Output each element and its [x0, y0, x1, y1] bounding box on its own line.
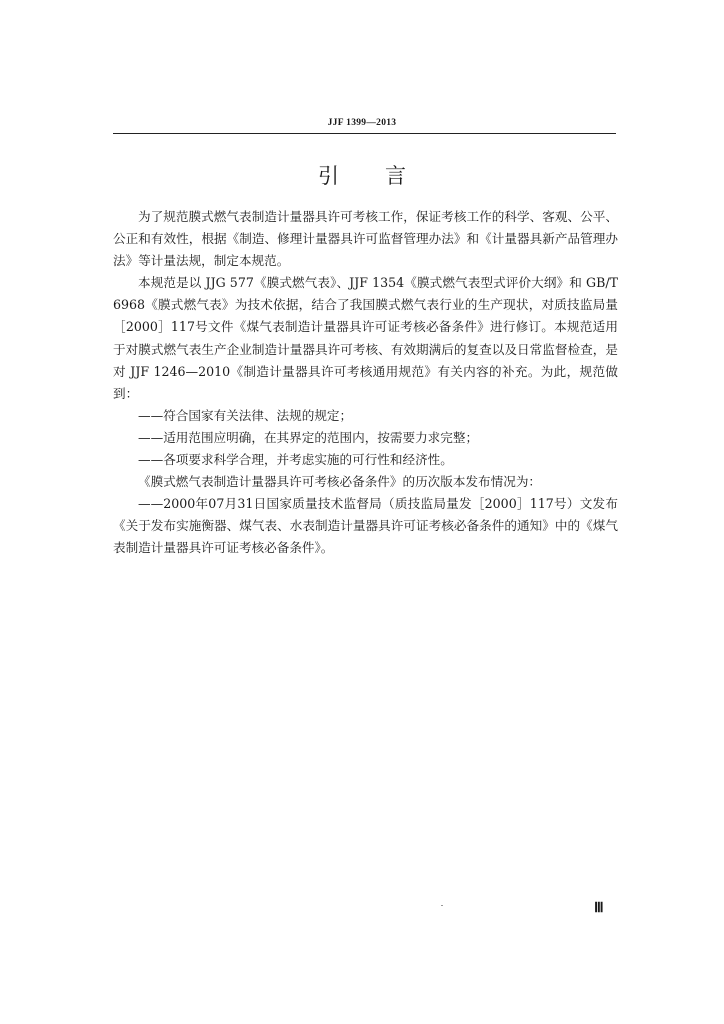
paragraph-basis: 本规范是以 JJG 577《膜式燃气表》、JJF 1354《膜式燃气表型式评价大纲》和 GB/T 6968《膜式燃气表》为技术依据，结合了我国膜式燃气表行业的生产现状，对质技监局量［2000］117号文件《煤气表制造计量器具许可证考核必备条件》进行修订。本规范适用于对膜式燃气表生产企业制造计量器具许可考核、有效期满后的复查以及日常监督检查，是对 JJF 1246—2010《制造计量器具许可考核通用规范》有关内容的补充。为此，规范做到：: [113, 275, 618, 401]
list-item-scope: ——适用范围应明确，在其界定的范围内，按需要力求完整；: [138, 429, 479, 445]
section-title: 引言: [318, 164, 452, 188]
list-item-requirements: ——各项要求科学合理，并考虑实施的可行性和经济性。: [138, 452, 453, 468]
list-item-law: ——符合国家有关法律、法规的规定；: [138, 407, 353, 423]
paragraph-purpose: 为了规范膜式燃气表制造计量器具许可考核工作，保证考核工作的科学、客观、公平、公正和有效性，根据《制造、修理计量器具许可监督管理办法》和《计量器具新产品管理办法》等计量法规，制定本规范。: [113, 209, 618, 269]
body-text: [113, 206, 618, 560]
header-divider: [113, 133, 616, 134]
list-item-history: ——2000年07月31日国家质量技术监督局（质技监局量发［2000］117号）文发布《关于发布实施衡器、煤气表、水表制造计量器具许可证考核必备条件的通知》中的《煤气表制造计量器具许可证考核必备条件》。: [113, 496, 618, 556]
page-number: Ⅲ: [594, 901, 604, 916]
scan-artifact: [441, 905, 443, 906]
paragraph-history-intro: 《膜式燃气表制造计量器具许可考核必备条件》的历次版本发布情况为：: [138, 474, 541, 490]
document-code: JJF 1399—2013: [327, 118, 397, 128]
